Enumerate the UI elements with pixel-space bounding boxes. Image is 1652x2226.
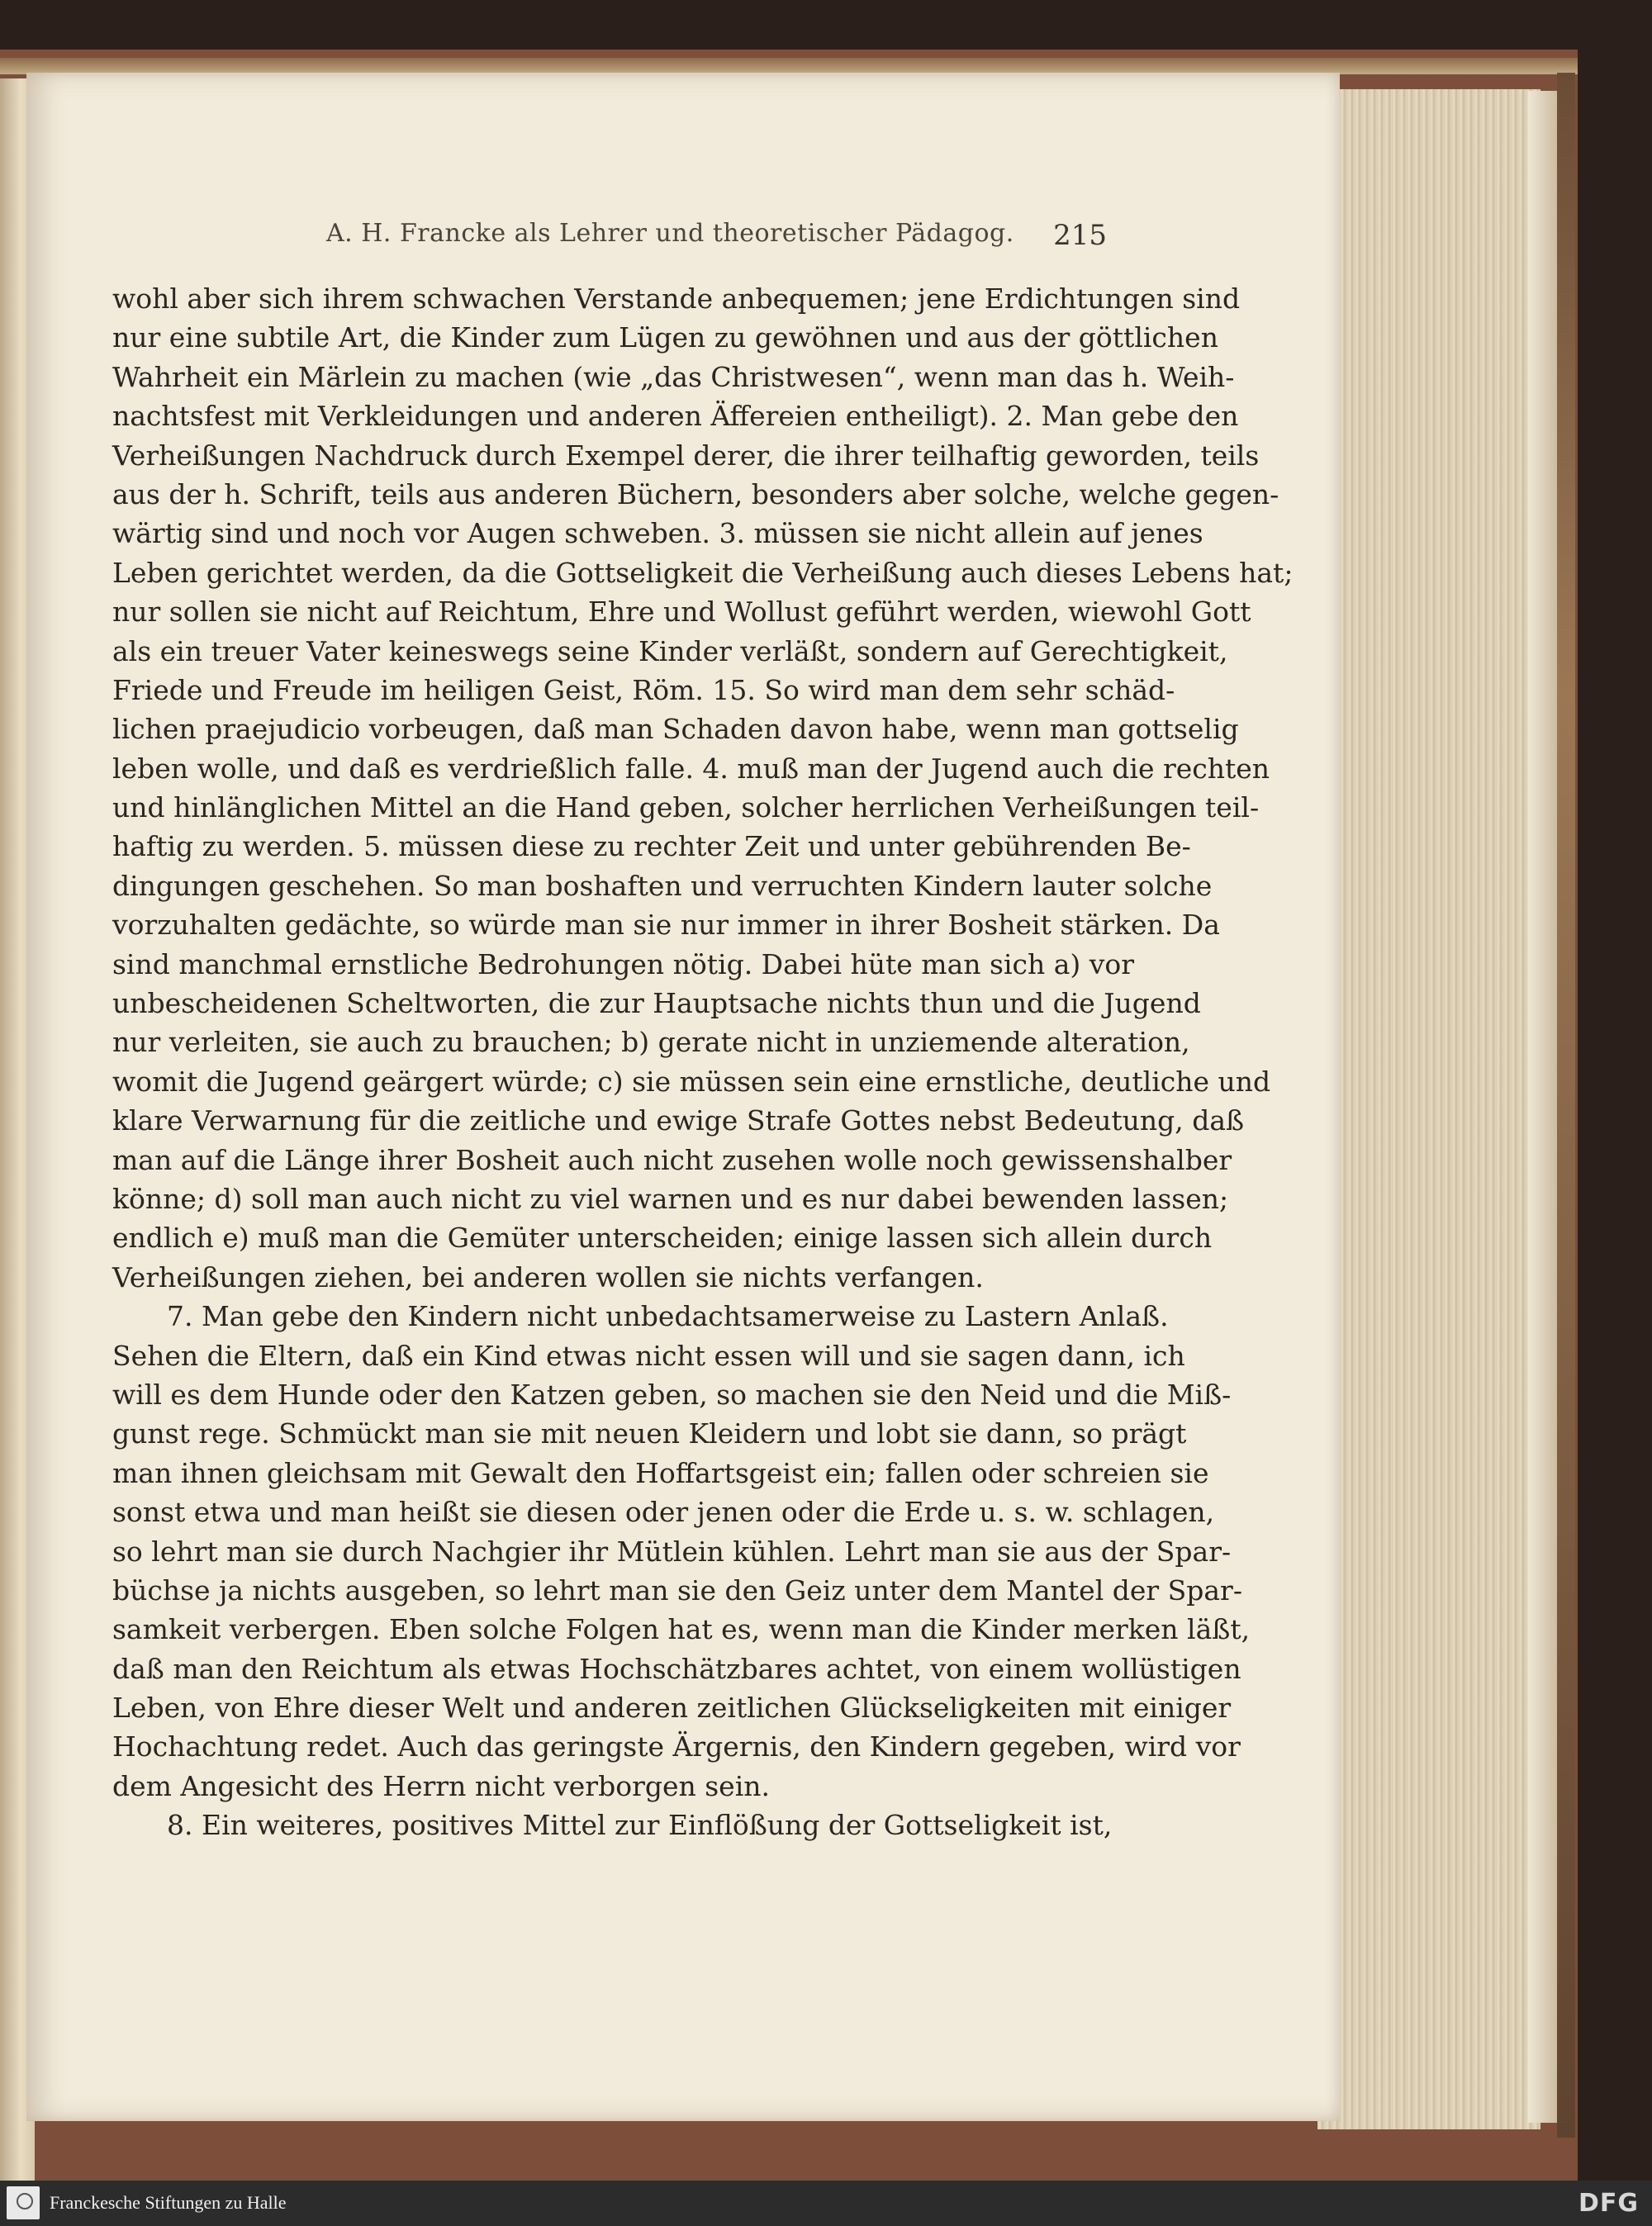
- text-line: Leben, von Ehre dieser Welt und anderen zeitlichen Glückseligkeiten mit einiger: [112, 1692, 1232, 1725]
- text-line: so lehrt man sie durch Nachgier ihr Mütlein kühlen. Lehrt man sie aus der Spar-: [112, 1535, 1232, 1568]
- text-line: klare Verwarnung für die zeitliche und ewige Strafe Gottes nebst Bedeutung, daß: [112, 1104, 1245, 1137]
- institution-name: Franckesche Stiftungen zu Halle: [50, 2192, 287, 2213]
- text-line: will es dem Hunde oder den Katzen geben, so machen sie den Neid und die Miß-: [112, 1378, 1232, 1411]
- cover-top-edge: [0, 58, 1578, 74]
- text-line: leben wolle, und daß es verdrießlich falle. 4. muß man der Jugend auch die rechten: [112, 752, 1270, 785]
- text-line: Sehen die Eltern, daß ein Kind etwas nicht essen will und sie sagen dann, ich: [112, 1339, 1185, 1372]
- text-line: Verheißungen Nachdruck durch Exempel derer, die ihrer teilhaftig geworden, teils: [112, 439, 1260, 472]
- running-title: A. H. Francke als Lehrer und theoretischer Pädagog.: [326, 219, 1014, 248]
- text-line: Leben gerichtet werden, da die Gottseligkeit die Verheißung auch dieses Lebens hat;: [112, 556, 1294, 589]
- text-line: sonst etwa und man heißt sie diesen oder jenen oder die Erde u. s. w. schlagen,: [112, 1496, 1215, 1529]
- text-line: gunst rege. Schmückt man sie mit neuen Kleidern und lobt sie dann, so prägt: [112, 1417, 1187, 1450]
- text-line: nur sollen sie nicht auf Reichtum, Ehre und Wollust geführt werden, wiewohl Gott: [112, 596, 1251, 629]
- text-line: nur verleiten, sie auch zu brauchen; b) gerate nicht in unziemende alteration,: [112, 1026, 1190, 1059]
- text-line: womit die Jugend geärgert würde; c) sie müssen sein eine ernstliche, deutliche und: [112, 1065, 1271, 1098]
- text-line: Friede und Freude im heiligen Geist, Röm. 15. So wird man dem sehr schäd-: [112, 673, 1175, 706]
- text-line: wohl aber sich ihrem schwachen Verstande anbequemen; jene Erdichtungen sind: [112, 282, 1241, 315]
- text-line: vorzuhalten gedächte, so würde man sie nur immer in ihrer Bosheit stärken. Da: [112, 909, 1220, 942]
- running-head: [116, 219, 1107, 262]
- body-text: [112, 279, 1294, 1845]
- paragraph-start-line: 8. Ein weiteres, positives Mittel zur Einflößung der Gottseligkeit ist,: [167, 1809, 1113, 1842]
- text-line: Wahrheit ein Märlein zu machen (wie „das Christwesen“, wenn man das h. Weih-: [112, 360, 1235, 393]
- paragraph-end-line: Verheißungen ziehen, bei anderen wollen sie nichts verfangen.: [112, 1260, 984, 1293]
- text-line: unbescheidenen Scheltworten, die zur Hauptsache nichts thun und die Jugend: [112, 987, 1201, 1020]
- institution-logo-icon[interactable]: [7, 2186, 40, 2219]
- text-line: büchse ja nichts ausgeben, so lehrt man sie den Geiz unter dem Mantel der Spar-: [112, 1573, 1242, 1607]
- text-line: und hinlänglichen Mittel an die Hand geben, solcher herrlichen Verheißungen teil-: [112, 791, 1260, 824]
- page-stack-edge: [1317, 89, 1540, 2129]
- text-line: nachtsfest mit Verkleidungen und anderen Äffereien entheiligt). 2. Man gebe den: [112, 400, 1239, 433]
- text-line: man auf die Länge ihrer Bosheit auch nicht zusehen wolle noch gewissenshalber: [112, 1143, 1232, 1176]
- text-line: samkeit verbergen. Eben solche Folgen hat es, wenn man die Kinder merken läßt,: [112, 1613, 1251, 1646]
- text-line: haftig zu werden. 5. müssen diese zu rechter Zeit und unter gebührenden Be-: [112, 830, 1191, 863]
- text-line: wärtig sind und noch vor Augen schweben. 3. müssen sie nicht allein auf jenes: [112, 517, 1203, 550]
- paragraph-end-line: dem Angesicht des Herrn nicht verborgen sein.: [112, 1769, 770, 1802]
- page-number: 215: [1053, 219, 1107, 252]
- text-line: man ihnen gleichsam mit Gewalt den Hoffartsgeist ein; fallen oder schreien sie: [112, 1456, 1209, 1489]
- text-line: daß man den Reichtum als etwas Hochschätzbares achtet, von einem wollüstigen: [112, 1652, 1241, 1685]
- dfg-logo[interactable]: DFG: [1578, 2189, 1639, 2218]
- text-line: dingungen geschehen. So man boshaften und verruchten Kindern lauter solche: [112, 869, 1213, 902]
- text-line: sind manchmal ernstliche Bedrohungen nötig. Dabei hüte man sich a) vor: [112, 947, 1135, 980]
- cover-right-edge: [1557, 73, 1575, 2138]
- text-line: lichen praejudicio vorbeugen, daß man Schaden davon habe, wenn man gottselig: [112, 713, 1239, 746]
- paragraph-start-line: 7. Man gebe den Kindern nicht unbedachtsamerweise zu Lastern Anlaß.: [167, 1300, 1169, 1333]
- text-line: endlich e) muß man die Gemüter unterscheiden; einige lassen sich allein durch: [112, 1222, 1213, 1255]
- text-line: Hochachtung redet. Auch das geringste Ärgernis, den Kindern gegeben, wird vor: [112, 1730, 1241, 1763]
- page-stack-end: [1528, 91, 1559, 2123]
- text-line: könne; d) soll man auch nicht zu viel warnen und es nur dabei bewenden lassen;: [112, 1182, 1229, 1215]
- viewer-footer-bar: [0, 2181, 1652, 2226]
- text-line: als ein treuer Vater keineswegs seine Kinder verläßt, sondern auf Gerechtigkeit,: [112, 634, 1228, 667]
- text-line: aus der h. Schrift, teils aus anderen Büchern, besonders aber solche, welche gegen-: [112, 477, 1279, 510]
- text-line: nur eine subtile Art, die Kinder zum Lügen zu gewöhnen und aus der göttlichen: [112, 321, 1218, 354]
